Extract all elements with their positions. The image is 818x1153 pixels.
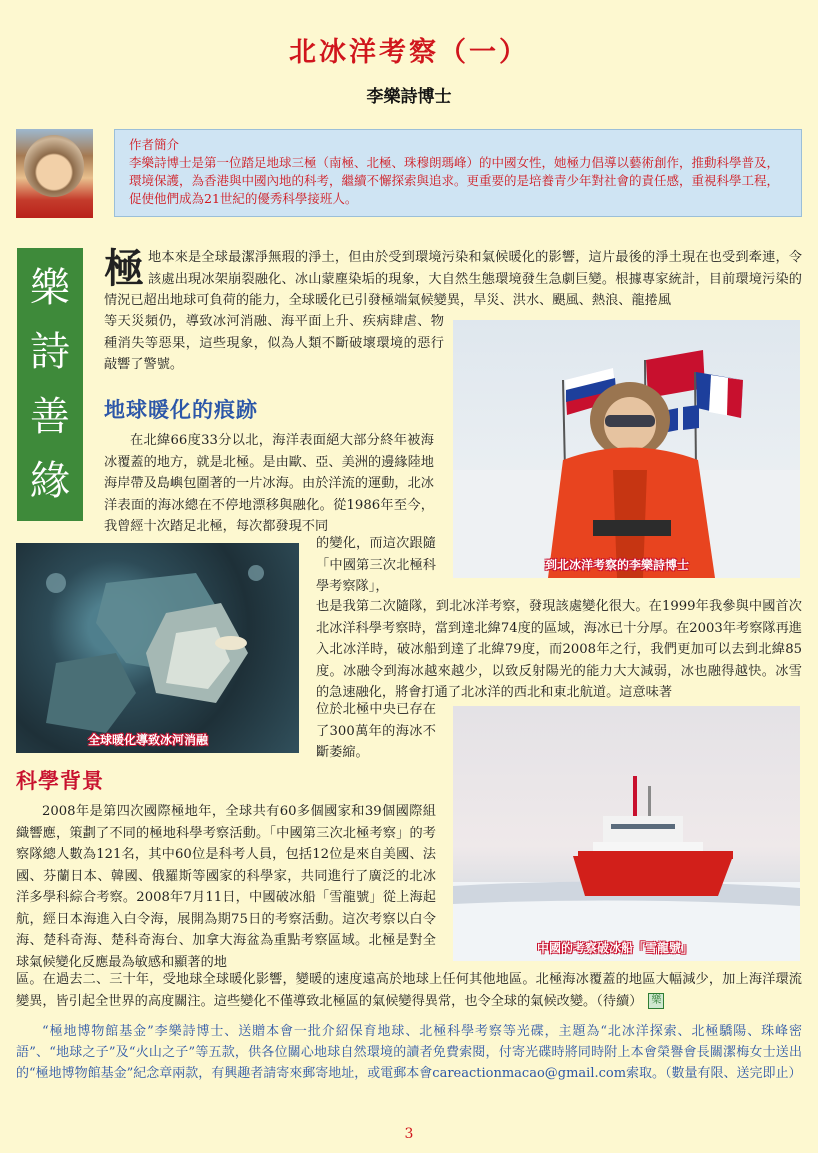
paragraph-background: 2008年是第四次國際極地年，全球共有60多個國家和39個國際組織響應，策劃了不同的極地科學考察活動。「中國第三次北極考察」的考察隊總人數為121名，其中60位是科考人員，包括12位是來自美國、法國、芬蘭日本、韓國、俄羅斯等國家的科學家，共同進行了廣泛的北冰洋多學科綜合考察。2008年7月11日，中國破冰船「雪龍號」從上海起航，經日本海進入白令海，展開為期75日的考察活動。這次考察以白令海、楚科奇海、楚科奇海台、加拿大海盆為重點考察區域。北極是對全球氣候變化反應最為敏感和顯著的地 (16, 804, 436, 970)
intro-label: 作者簡介 (129, 137, 180, 152)
paragraph-intro (104, 247, 802, 312)
section-heading-background: 科學背景 (16, 768, 104, 793)
paragraph-warming: 在北緯66度33分以北，海洋表面絕大部分終年被海冰覆蓋的地方，就是北極。是由歐、亞、美洲的邊緣陸地海岸帶及島嶼包圍著的一片冰海。由於洋流的運動，北冰洋表面的海冰總在不停地漂移與融化。從1986年至今，我曾經十次踏足北極，每次都發現不同 (104, 433, 434, 534)
photo-icebreaker-illustration (453, 706, 800, 961)
paragraph-intro-text: 地本來是全球最潔淨無瑕的淨土，但由於受到環境污染和氣候暖化的影響，這片最後的淨土現在也受到牽連，令該處出現冰架崩裂融化、冰山蒙塵染垢的現象，大自然生態環境發生急劇巨變。根據專家統計，目前環境污染的情況已超出地球可負荷的能力，全球暖化已引發極端氣候變異，旱災、洪水、颶風、熱浪、龍捲風 (104, 250, 802, 308)
column-title-char: 樂 (30, 265, 70, 312)
photo-icebreaker (453, 706, 800, 961)
photo-caption: 全球暖化導致冰河消融 (88, 733, 209, 747)
photo-caption: 到北冰洋考察的李樂詩博士 (545, 558, 690, 572)
author-photo (16, 129, 93, 218)
column-title-vertical (17, 248, 83, 521)
photo-ice-illustration (16, 543, 299, 753)
author-intro-box (114, 129, 802, 217)
intro-text: 李樂詩博士是第一位踏足地球三極（南極、北極、珠穆朗瑪峰）的中國女性，她極力倡導以藝術創作，推動科學普及，環境保護，為香港與中國內地的科考，繼續不懈探索與追求。更重要的是培養青少年對社會的責任感，重視科學工程，促使他們成為21世紀的優秀科學接班人。 (129, 155, 780, 206)
end-mark-icon: 樂 (648, 993, 664, 1009)
paragraph-intro-cont: 等天災頻仍，導致冰河消融、海平面上升、疾病肆虐、物種消失等惡果，這些現象，似為人類不斷破壞環境的惡行敲響了警號。 (104, 314, 444, 372)
paragraph-warming-cont3: 位於北極中央已存在了300萬年的海冰不斷萎縮。 (316, 702, 436, 760)
paragraph-background-cont-text: 區。在過去二、三十年，受地球全球暖化影響，變暖的速度遠高於地球上任何其他地區。北極海冰覆蓋的地區大幅減少，加上海洋環流變異，皆引起全世界的高度關注。這些變化不僅導致北極區的氣候變得異常，也令全球的氣候改變。（待續） (16, 972, 802, 1009)
paragraph-warming-cont2: 也是我第二次隨隊，到北冰洋考察，發現該處變化很大。在1999年我參與中國首次北冰洋科學考察時，當到達北緯74度的區域，海冰已十分厚。在2003年考察隊再進入北冰洋時，破冰船到達了北緯79度，而2008年之行，我們更加可以去到北緯85度。冰融令到海冰越來越少，以致反射陽光的能力大大減弱，冰也融得越快。冰雪的急速融化，將會打通了北冰洋的西北和東北航道。這意味著 (316, 599, 802, 700)
paragraph-background-cont (16, 969, 802, 1012)
photo-scientist-illustration (453, 320, 800, 578)
page-number: 3 (404, 1126, 414, 1142)
photo-caption: 中國的考察破冰船「雪龍號」 (537, 941, 694, 955)
author-name: 李樂詩博士 (366, 87, 452, 107)
paragraph-warming-cont: 的變化，而這次跟隨「中國第三次北極科學考察隊」， (316, 536, 436, 594)
column-title-char: 善 (30, 393, 70, 440)
photo-scientist-north-pole (453, 320, 800, 578)
page-title: 北冰洋考察（一） (289, 37, 529, 68)
column-title-char: 詩 (30, 329, 70, 376)
notice-paragraph: “極地博物館基金”李樂詩博士、送贈本會一批介紹保育地球、北極科學考察等光碟，主題為“北冰洋探索、北極驕陽、珠峰密語”、“地球之子”及“火山之子”等五款，供各位關心地球自然環境的讀者免費索閱，付寄光碟時將同時附上本會榮譽會長關潔梅女士送出的“極地博物館基金”紀念章兩款，有興趣者請寄來郵寄地址，或電郵本會careactionmacao@gmail.com索取。（數量有限、送完即止） (16, 1024, 802, 1081)
drop-cap: 極 (104, 245, 144, 292)
photo-melting-ice (16, 543, 299, 753)
column-title-char: 緣 (30, 457, 70, 504)
section-heading-warming: 地球暖化的痕跡 (104, 397, 258, 422)
